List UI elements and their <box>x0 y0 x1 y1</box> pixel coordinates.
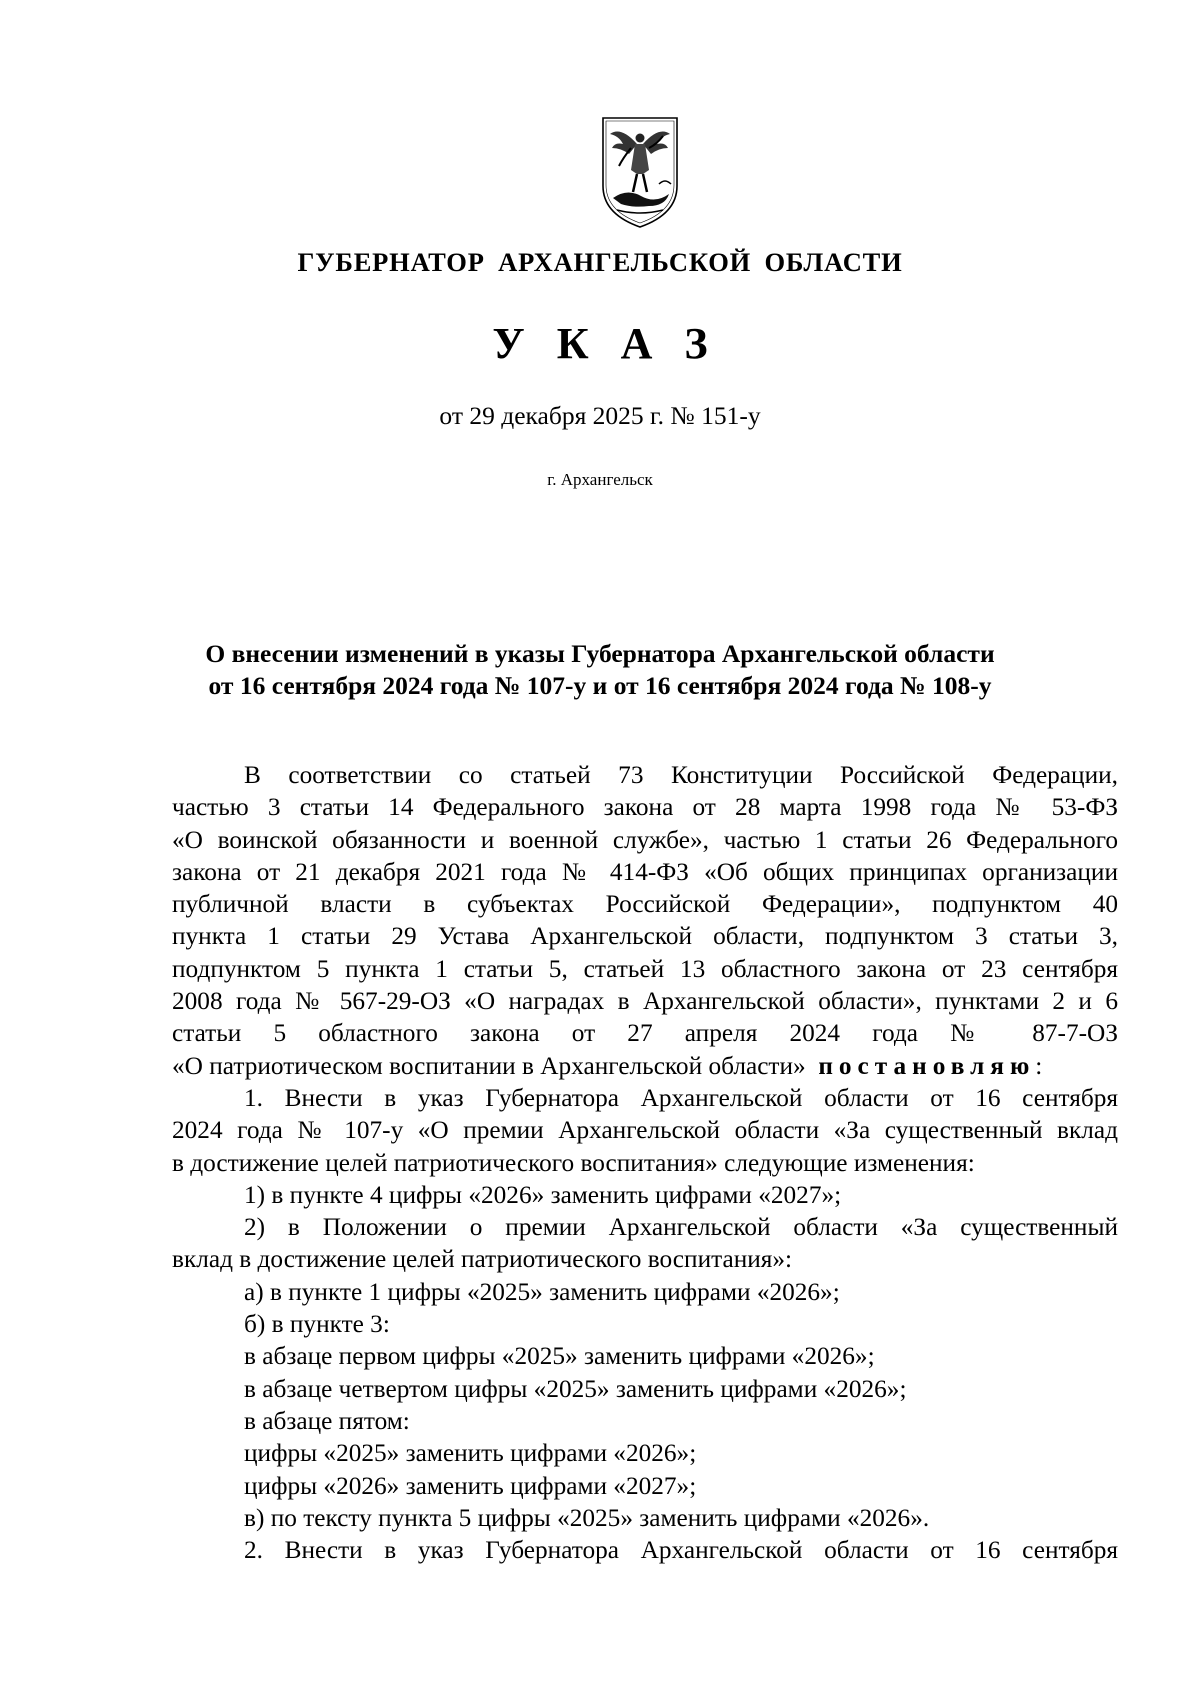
document-date-number: от 29 декабря 2025 г. № 151-у <box>439 401 761 430</box>
document-type-letter: З <box>684 319 708 368</box>
preamble-line: В соответствии со статьей 73 Конституции Российской Федерации, <box>244 761 1118 789</box>
document-body <box>172 759 1118 1566</box>
decree-colon: : <box>1035 1051 1043 1080</box>
document-type-letter: К <box>556 319 589 368</box>
preamble-line: статьи 5 областного закона от 27 апреля 2024 года № 87-7-ОЗ <box>172 1019 1118 1048</box>
decree-word: постановляю <box>818 1051 1036 1080</box>
preamble-line: публичной власти в субъектах Российской Федерации», подпунктом 40 <box>172 890 1118 919</box>
document-title <box>120 638 1080 702</box>
item-1-last-line: в достижение целей патриотического воспитания» следующие изменения: <box>172 1148 975 1177</box>
document-type <box>0 316 1200 372</box>
amendment-line: в абзаце первом цифры «2025» заменить цифрами «2026»; <box>244 1342 875 1371</box>
preamble-line: частью 3 статьи 14 Федерального закона от 28 марта 1998 года № 53-ФЗ <box>172 793 1118 822</box>
preamble-line: 2008 года № 567-29-ОЗ «О наградах в Архангельской области», пунктами 2 и 6 <box>172 987 1118 1016</box>
amendment-line: в) по тексту пункта 5 цифры «2025» заменить цифрами «2026». <box>244 1503 930 1532</box>
subitem-1: 1) в пункте 4 цифры «2026» заменить цифрами «2027»; <box>244 1180 842 1209</box>
item-1-line: 2024 года № 107-у «О премии Архангельской области «За существенный вклад <box>172 1116 1118 1145</box>
amendment-line: цифры «2026» заменить цифрами «2027»; <box>244 1471 697 1500</box>
document-place: г. Архангельск <box>547 470 653 489</box>
subitem-2-last-line: вклад в достижение целей патриотического воспитания»: <box>172 1245 793 1274</box>
amendment-line: цифры «2025» заменить цифрами «2026»; <box>244 1439 697 1468</box>
coat-of-arms-emblem <box>599 114 681 230</box>
preamble-line: подпунктом 5 пункта 1 статьи 5, статьей 13 областного закона от 23 сентября <box>172 954 1118 983</box>
amendment-line: в абзаце четвертом цифры «2025» заменить цифрами «2026»; <box>244 1374 907 1403</box>
item-2-line: 2. Внести в указ Губернатора Архангельской области от 16 сентября <box>244 1536 1118 1565</box>
preamble-last-line <box>172 1050 1118 1082</box>
preamble-line: «О воинской обязанности и военной службе», частью 1 статьи 26 Федерального <box>172 825 1118 854</box>
preamble-last-text: «О патриотическом воспитании в Архангельской области» <box>172 1051 806 1080</box>
document-type-letter: А <box>620 319 653 368</box>
amendment-line: в абзаце пятом: <box>244 1406 410 1435</box>
title-line: О внесении изменений в указы Губернатора Архангельской области <box>205 639 995 668</box>
amendment-line: б) в пункте 3: <box>244 1310 390 1339</box>
title-line: от 16 сентября 2024 года № 107-у и от 16 сентября 2024 года № 108-у <box>208 671 992 700</box>
amendment-line: а) в пункте 1 цифры «2025» заменить цифрами «2026»; <box>244 1277 840 1306</box>
issuing-authority: ГУБЕРНАТОР АРХАНГЕЛЬСКОЙ ОБЛАСТИ <box>297 247 903 277</box>
subitem-2-line: 2) в Положении о премии Архангельской области «За существенный <box>244 1213 1118 1242</box>
preamble-line: закона от 21 декабря 2021 года № 414-ФЗ «Об общих принципах организации <box>172 857 1118 886</box>
item-1-line: 1. Внести в указ Губернатора Архангельской области от 16 сентября <box>244 1083 1118 1112</box>
preamble-line: пункта 1 статьи 29 Устава Архангельской области, подпунктом 3 статьи 3, <box>172 922 1118 951</box>
document-type-letter: У <box>492 319 525 368</box>
